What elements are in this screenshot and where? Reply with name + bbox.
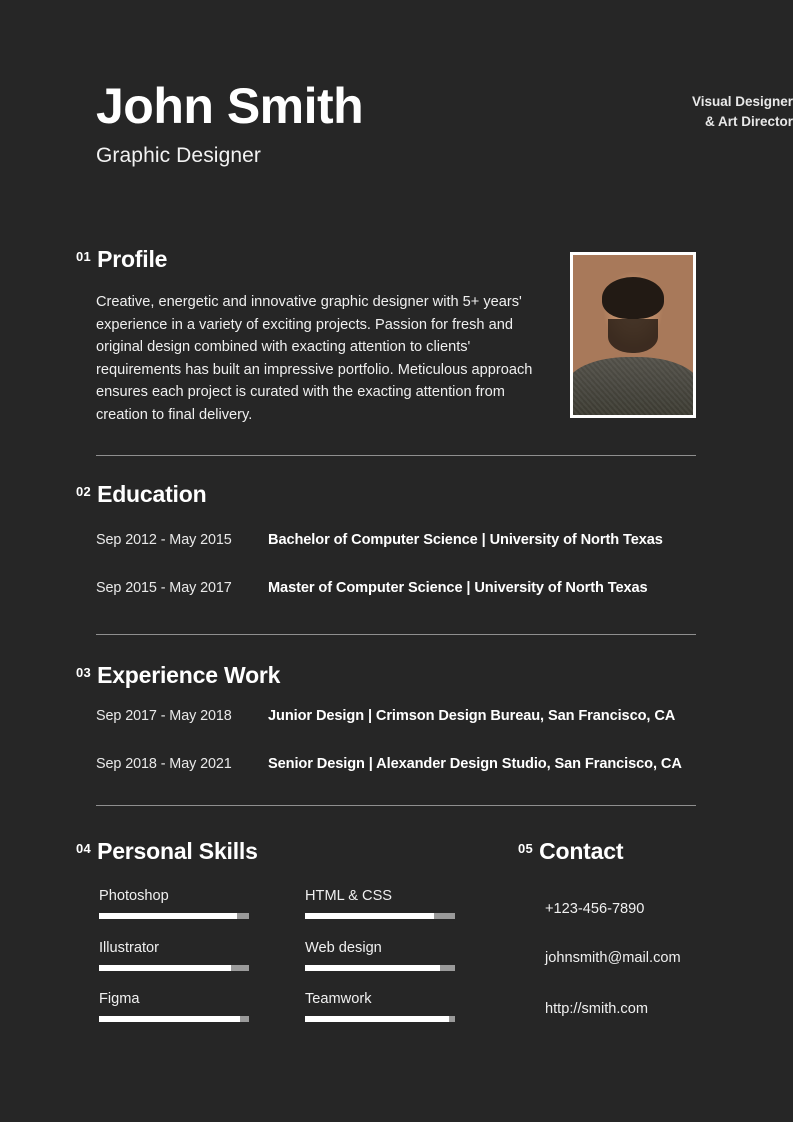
- contact-email[interactable]: johnsmith@mail.com: [545, 950, 681, 966]
- entry-description: Bachelor of Computer Science | University of North Texas: [268, 532, 663, 548]
- skill-progress-bar: [305, 913, 455, 919]
- section-number: 04: [76, 841, 92, 856]
- skill-progress-fill: [305, 913, 434, 919]
- section-title: Personal Skills: [97, 838, 258, 864]
- skill-label: HTML & CSS: [305, 888, 393, 904]
- contact-phone[interactable]: +123-456-7890: [545, 901, 645, 917]
- header-tagline-line-2: & Art Director: [704, 114, 793, 130]
- job-role-subtitle: Graphic Designer: [96, 143, 262, 167]
- skill-progress-fill: [305, 1016, 449, 1022]
- section-number: 02: [76, 484, 92, 499]
- skill-item: [99, 991, 249, 1022]
- skill-progress-fill: [99, 1016, 240, 1022]
- portrait-photo: [570, 252, 696, 418]
- entry-description: Master of Computer Science | University of North Texas: [268, 580, 648, 596]
- entry-date: Sep 2018 - May 2021: [96, 756, 232, 772]
- skill-progress-bar: [99, 1016, 249, 1022]
- skill-label: Illustrator: [99, 940, 160, 956]
- table-row: [96, 756, 706, 772]
- table-row: [96, 708, 706, 724]
- section-number: 05: [518, 841, 534, 856]
- header-tagline: [583, 92, 793, 133]
- skill-label: Web design: [305, 940, 382, 956]
- section-heading-profile: [76, 246, 167, 273]
- table-row: [96, 532, 706, 548]
- skill-label: Photoshop: [99, 888, 169, 904]
- skill-progress-bar: [305, 1016, 455, 1022]
- portrait-beard-shape: [608, 319, 658, 353]
- portrait-shoulders-shape: [570, 357, 696, 418]
- entry-date: Sep 2017 - May 2018: [96, 708, 232, 724]
- entry-date: Sep 2012 - May 2015: [96, 532, 232, 548]
- skill-progress-bar: [305, 965, 455, 971]
- skill-label: Teamwork: [305, 991, 372, 1007]
- page-title: John Smith: [96, 78, 364, 134]
- skill-progress-fill: [99, 913, 237, 919]
- section-heading-education: [76, 481, 206, 508]
- section-heading-contact: [518, 838, 623, 865]
- skill-progress-fill: [99, 965, 231, 971]
- skill-label: Figma: [99, 991, 140, 1007]
- contact-website[interactable]: http://smith.com: [545, 1001, 648, 1017]
- entry-description: Junior Design | Crimson Design Bureau, San Francisco, CA: [268, 708, 676, 724]
- entry-description: Senior Design | Alexander Design Studio, San Francisco, CA: [268, 756, 682, 772]
- table-row: [96, 580, 706, 596]
- section-title: Profile: [97, 246, 168, 272]
- skill-progress-bar: [99, 913, 249, 919]
- header-tagline-line-1: Visual Designer: [691, 94, 793, 109]
- divider-2: [96, 634, 696, 635]
- skill-item: [305, 940, 455, 971]
- section-heading-skills: [76, 838, 258, 865]
- profile-body-text: Creative, energetic and innovative graphic designer with 5+ years' experience in a variety of exciting projects. Passion for fresh and original design combined with exacting attention to clients' requirements has built an impressive portfolio. Meticulous approach ensures each project is curated with the exacting attention from creation to final delivery.: [96, 294, 533, 424]
- section-heading-experience: [76, 662, 280, 689]
- skill-item: [99, 940, 249, 971]
- section-number: 03: [76, 665, 92, 680]
- entry-date: Sep 2015 - May 2017: [96, 580, 232, 596]
- portrait-photo-image: [573, 255, 693, 415]
- skill-item: [305, 991, 455, 1022]
- section-title: Education: [97, 481, 207, 507]
- section-title: Contact: [539, 838, 624, 864]
- skill-item: [99, 888, 249, 919]
- divider-1: [96, 455, 696, 456]
- portrait-hair-shape: [602, 277, 664, 319]
- section-number: 01: [76, 249, 92, 264]
- section-title: Experience Work: [97, 662, 281, 688]
- skill-item: [305, 888, 455, 919]
- skill-progress-bar: [99, 965, 249, 971]
- skill-progress-fill: [305, 965, 440, 971]
- divider-3: [96, 805, 696, 806]
